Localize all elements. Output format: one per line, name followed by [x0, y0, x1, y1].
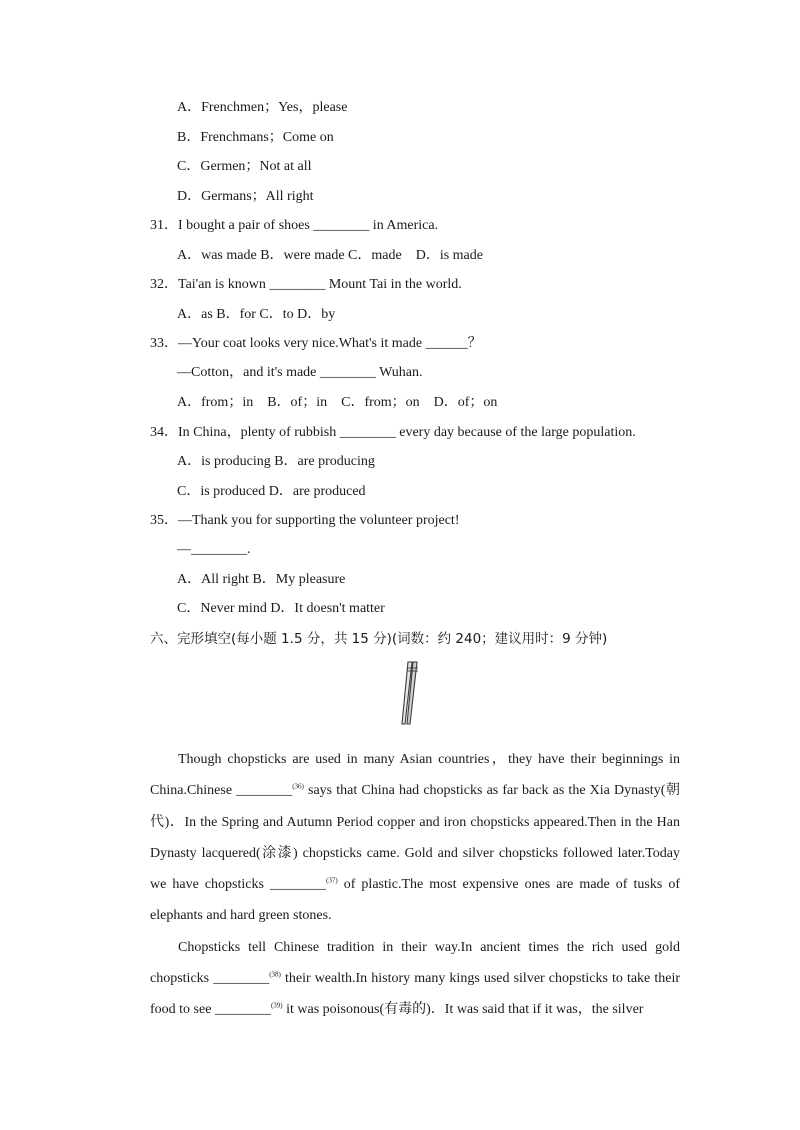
passage-paragraph-1 [150, 744, 680, 932]
q31-stem: 31．I bought a pair of shoes ________ in America. [150, 218, 439, 233]
passage-text: Chopsticks tell Chinese tradition in their way.In ancient times the rich used gold chopsticks ________ [150, 939, 680, 987]
passage-paragraph-2 [150, 932, 680, 1026]
passage-text: it was poisonous(有毒的)．It was said that if it was，the silver [282, 1002, 644, 1018]
q32-options: A．as B．for C．to D．by [177, 307, 336, 322]
q31-options: A．was made B．were made C．made D．is made [177, 248, 483, 263]
passage-text: Though chopsticks are used in many Asian countries，they have their beginnings in China.Chinese ________ [150, 752, 680, 799]
passage-text: says that China had chopsticks as far back as the Xia Dynasty(朝代)．In the Spring and Autumn Period copper and iron chopsticks appeared.Then in the Han Dynasty lacquered(涂漆) chopsticks came. Gold and silver chopsticks followed later.Today we have chopsticks ________ [150, 783, 680, 893]
q35-stem: 35．—Thank you for supporting the volunteer project! [150, 513, 460, 528]
q35-answer-line: —________. [177, 542, 251, 557]
blank-36-marker: (36) [292, 782, 304, 791]
q33-stem: 33．—Your coat looks very nice.What's it made ______？ [150, 336, 482, 351]
q35-options-cd: C．Never mind D．It doesn't matter [177, 601, 385, 616]
passage-text: their wealth.In history many kings used silver chopsticks to take their food to see ________ [150, 971, 681, 1018]
section-heading: 六、完形填空(每小题 1.5 分，共 15 分)(词数：约 240；建议用时：9 分钟) [150, 631, 608, 647]
blank-38-marker: (38) [269, 970, 281, 979]
q35-options-ab: A．All right B．My pleasure [177, 572, 346, 587]
blank-39-marker: (39) [270, 1001, 283, 1010]
passage [150, 744, 680, 1026]
q30-option-c: C．Germen；Not at all [177, 159, 312, 174]
q32-stem: 32．Tai'an is known ________ Mount Tai in the world. [150, 277, 462, 292]
chopsticks-image [398, 658, 428, 728]
q33-options: A．from；in B．of；in C．from；on D．of；on [177, 395, 498, 410]
blank-37-marker: (37) [326, 876, 338, 885]
q30-option-d: D．Germans；All right [177, 189, 314, 204]
passage-text: of plastic.The most expensive ones are made of tusks of elephants and hard green stones. [150, 877, 680, 924]
q30-option-a: A．Frenchmen；Yes，please [177, 100, 348, 115]
q34-options-ab: A．is producing B．are producing [177, 454, 375, 469]
q30-option-b: B．Frenchmans；Come on [177, 130, 334, 145]
q34-options-cd: C．is produced D．are produced [177, 484, 366, 499]
q33-answer-line: —Cotton，and it's made ________ Wuhan. [177, 365, 423, 380]
q34-stem: 34．In China，plenty of rubbish ________ every day because of the large population. [150, 425, 636, 440]
